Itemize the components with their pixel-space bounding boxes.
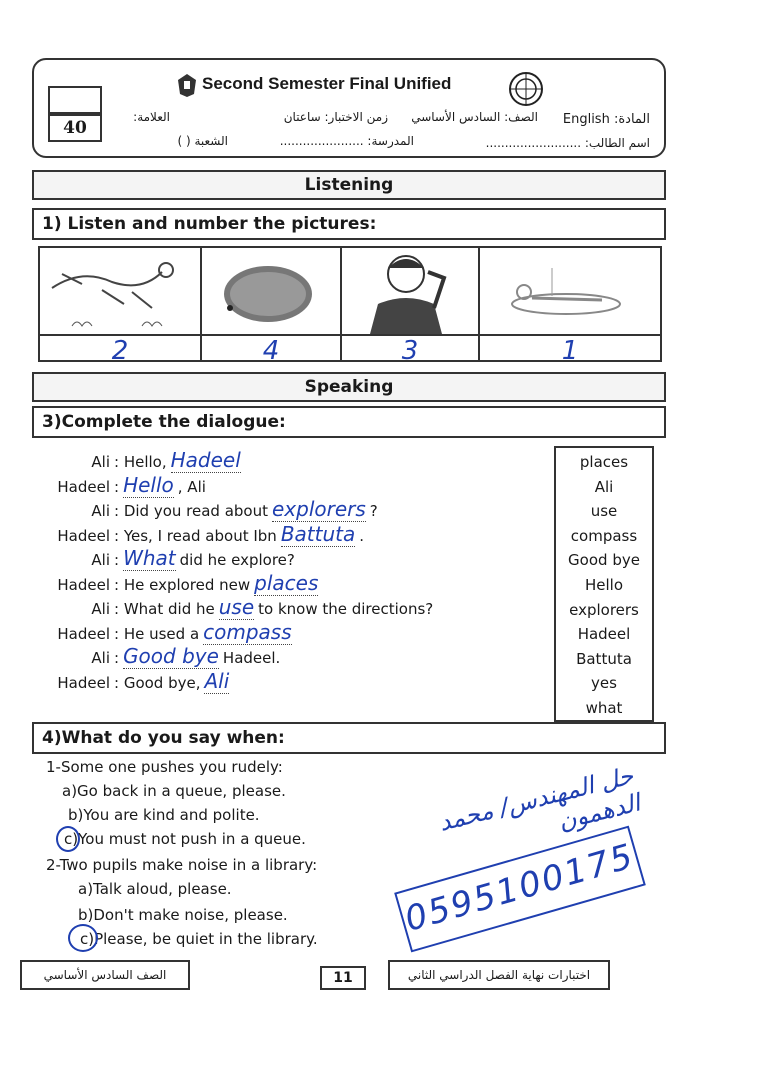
dialogue-text: Hadeel. <box>222 649 281 667</box>
footer-exam-title: اختبارات نهاية الفصل الدراسي الثاني <box>407 968 591 982</box>
q4-item-2-option-b: b)Don't make noise, please. <box>78 906 288 924</box>
question-1-title: 1) Listen and number the pictures: <box>32 208 666 240</box>
time-label: زمن الاختبار: ساعتان <box>283 110 388 124</box>
page-title: Second Semester Final Unified <box>202 74 452 93</box>
dialogue-text: , Ali <box>177 477 206 496</box>
dialogue-line <box>40 620 296 645</box>
picture-number-2: 4 <box>262 336 280 366</box>
dialogue-answer: Battuta <box>280 521 356 546</box>
boy-headache-picture <box>344 248 476 334</box>
dialogue-line <box>40 546 295 571</box>
dialogue-answer: compass <box>203 619 292 644</box>
speaker-name: Hadeel <box>57 624 110 643</box>
dialogue-text: : Did you read about <box>114 502 268 520</box>
dialogue-text: : Hello, <box>114 453 167 471</box>
speaking-heading: Speaking <box>32 372 666 402</box>
speaker-name: Hadeel <box>57 673 110 692</box>
word-bank-item: compass <box>570 526 638 545</box>
dialogue-text: did he explore? <box>179 551 295 569</box>
hedgehog-picture <box>204 248 338 334</box>
dialogue-line <box>40 571 322 596</box>
col-divider <box>200 246 202 362</box>
word-bank-item: Hadeel <box>577 625 631 644</box>
col-divider <box>478 246 480 362</box>
dialogue-text: : <box>114 551 120 569</box>
word-bank-item: Good bye <box>568 551 640 570</box>
speaker-name: Ali <box>91 649 110 667</box>
question-4-title: 4)What do you say when: <box>32 722 666 754</box>
speaker-name: Hadeel <box>57 477 110 496</box>
dialogue-text: : What did he <box>114 600 215 618</box>
dialogue-answer: Good bye <box>123 644 219 668</box>
question-3-title: 3)Complete the dialogue: <box>32 406 666 438</box>
picture-number-4: 1 <box>561 336 579 366</box>
dialogue-line <box>40 669 233 694</box>
q4-item-1-option-b: b)You are kind and polite. <box>68 806 260 824</box>
dialogue-text: : <box>114 477 120 496</box>
dialogue-text: : Yes, I read about Ibn <box>114 526 277 545</box>
dialogue-line <box>40 448 245 473</box>
word-bank-item: use <box>590 502 618 521</box>
listening-heading: Listening <box>32 170 666 200</box>
dialogue-answer: Hadeel <box>170 448 241 472</box>
q4-item-2: 2-Two pupils make noise in a library: <box>46 856 318 874</box>
dialogue-answer: Ali <box>204 668 230 693</box>
dialogue-line <box>40 595 433 620</box>
dialogue-text: ? <box>369 502 378 520</box>
speaker-name: Ali <box>91 453 110 471</box>
un-emblem-icon <box>506 70 546 108</box>
answer-circle-2 <box>68 924 98 952</box>
grade-label: الصف: السادس الأساسي <box>411 110 538 124</box>
dialogue-text: . <box>359 526 365 545</box>
word-bank-item: Ali <box>594 477 614 496</box>
q4-item-1-option-a: a)Go back in a queue, please. <box>62 782 286 800</box>
picture-number-3: 3 <box>401 336 419 366</box>
dialogue-answer: use <box>218 595 255 619</box>
word-bank-item: what <box>585 698 623 717</box>
q4-item-2-option-a: a)Talk aloud, please. <box>78 880 232 898</box>
speaker-name: Hadeel <box>57 575 110 594</box>
page-number-box <box>320 966 366 990</box>
dialogue-text: : Good bye, <box>114 673 201 692</box>
dialogue-line <box>40 522 364 547</box>
dialogue-line <box>40 644 280 669</box>
emblem-left-icon <box>176 72 198 98</box>
word-bank <box>554 446 654 722</box>
person-sleeping-picture <box>482 248 658 334</box>
score-box-top <box>48 86 102 114</box>
dialogue-answer: Hello <box>123 472 174 497</box>
q4-item-2-option-c: c)Please, be quiet in the library. <box>80 930 318 948</box>
dialogue-text: : He explored new <box>114 575 251 594</box>
dialogue-answer: What <box>123 546 176 570</box>
section-field: الشعبة ( ) <box>177 134 228 148</box>
author-signature: حل المهندس/ محمد الدهمون <box>436 761 643 837</box>
dialogue-text: to know the directions? <box>258 600 434 618</box>
page-number: 11 <box>333 970 353 986</box>
mark-label: العلامة: <box>133 110 170 124</box>
dialogue-text: : He used a <box>114 624 200 643</box>
word-bank-item: places <box>579 453 629 471</box>
footer-grade: الصف السادس الأساسي <box>43 968 167 982</box>
word-bank-item: Hello <box>584 575 624 594</box>
footer-right-box <box>388 960 610 990</box>
student-name-field: اسم الطالب: ......................... <box>485 136 650 150</box>
word-bank-item: yes <box>591 674 617 693</box>
dialogue-line <box>40 473 206 498</box>
dialogue-text: : <box>114 649 120 667</box>
swimmer-picture <box>42 248 198 334</box>
dialogue-answer: explorers <box>271 497 366 521</box>
speaker-name: Ali <box>91 551 110 569</box>
phone-number: 0595100175 <box>394 826 646 953</box>
word-bank-item: explorers <box>569 600 639 619</box>
footer-left-box <box>20 960 190 990</box>
word-bank-item: Battuta <box>576 649 632 668</box>
speaker-name: Hadeel <box>57 526 110 545</box>
picture-number-1: 2 <box>111 336 129 366</box>
answer-circle-1 <box>56 826 80 852</box>
score-box <box>48 114 102 142</box>
score-value: 40 <box>63 118 87 138</box>
dialogue-answer: places <box>254 570 319 595</box>
col-divider <box>340 246 342 362</box>
speaker-name: Ali <box>91 600 110 618</box>
subject-label: المادة: English <box>562 112 650 127</box>
q4-item-1: 1-Some one pushes you rudely: <box>46 758 283 776</box>
speaker-name: Ali <box>91 502 110 520</box>
q4-item-1-option-c: c)You must not push in a queue. <box>64 830 306 848</box>
school-field: المدرسة: ...................... <box>279 134 414 148</box>
dialogue-line <box>40 497 378 522</box>
